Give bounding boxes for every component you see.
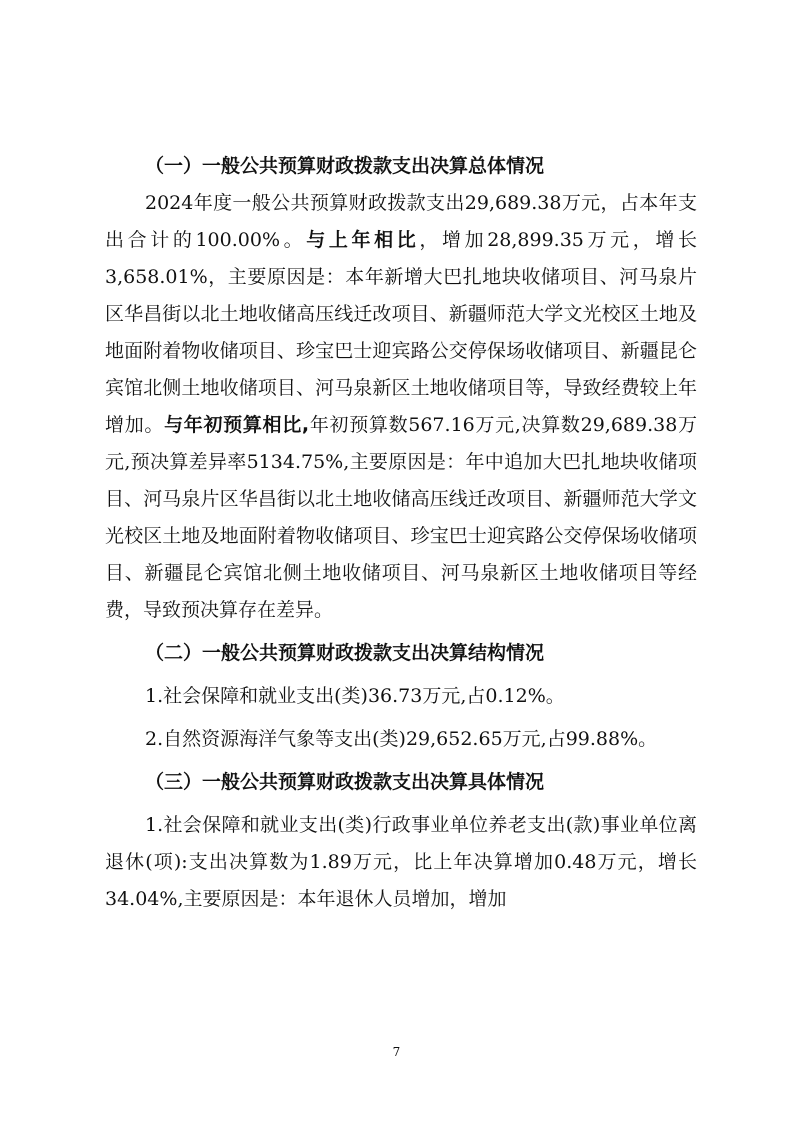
overall-paragraph [105,185,697,629]
detail-paragraph: 1.社会保障和就业支出(类)行政事业单位养老支出(款)事业单位离退休(项):支出决算数为1.89万元，比上年决算增加0.48万元，增长34.04%,主要原因是：本年退休人员增加，增加 [105,814,697,910]
overall-text-a: 2024年度一般公共预算财政拨款支出29,689.38万元，占本年支出合计的100.00%。 [105,192,697,251]
section-heading-detail: （三）一般公共预算财政拨款支出决算具体情况 [145,771,545,793]
overall-text-b: ，增加28,899.35万元，增长3,658.01%，主要原因是：本年新增大巴扎地块收储项目、河马泉片区华昌街以北土地收储高压线迁改项目、新疆师范大学文光校区土地及地面附着物收储项目、珍宝巴士迎宾路公交停保场收储项目、新疆昆仑宾馆北侧土地收储项目、河马泉新区土地收储项目等，导致经费较上年增加。 [105,229,697,436]
structure-item-natural-resources: 2.自然资源海洋气象等支出(类)29,652.65万元,占99.88%。 [145,728,658,750]
structure-item-social-security: 1.社会保障和就业支出(类)36.73万元,占0.12%。 [145,685,565,707]
page-number: 7 [392,1045,401,1059]
overall-bold-prior-year: 与上年相比 [306,229,420,251]
section-heading-overall: （一）一般公共预算财政拨款支出决算总体情况 [145,155,545,177]
section-heading-structure: （二）一般公共预算财政拨款支出决算结构情况 [145,642,545,664]
overall-bold-initial-budget: 与年初预算相比, [164,414,310,436]
document-body [105,148,697,918]
overall-text-c: 年初预算数567.16万元,决算数29,689.38万元,预决算差异率5134.75%,主要原因是：年中追加大巴扎地块收储项目、河马泉片区华昌街以北土地收储高压线迁改项目、新疆师范大学文光校区土地及地面附着物收储项目、珍宝巴士迎宾路公交停保场收储项目、新疆昆仑宾馆北侧土地收储项目、河马泉新区土地收储项目等经费，导致预决算存在差异。 [105,414,697,621]
